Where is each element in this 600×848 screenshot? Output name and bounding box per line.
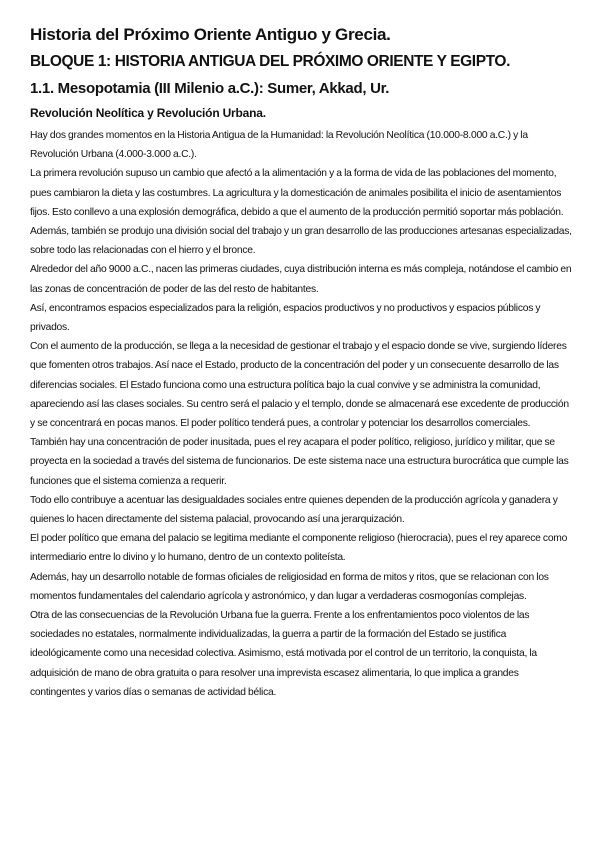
document-page xyxy=(30,24,575,702)
block-title: BLOQUE 1: HISTORIA ANTIGUA DEL PRÓXIMO ORIENTE Y EGIPTO. xyxy=(30,53,510,70)
paragraph: Todo ello contribuye a acentuar las desigualdades sociales entre quienes dependen de la producción agrícola y ganadera y quienes lo hacen directamente del sistema palacial, provocando así una jerarquización. xyxy=(30,494,558,526)
paragraph: Con el aumento de la producción, se llega a la necesidad de gestionar el trabajo y el espacio donde se vive, surgiendo líderes que fomenten otros trabajos. Así nace el Estado, producto de la concentración del poder y un consecuente desarrollo de las diferencias sociales. El Estado funciona como una estructura política bajo la cual convive y se administra la comunidad, apareciendo así las clases sociales. Su centro será el palacio y el templo, donde se almacenará ese excedente de producción y se concentrará en pocas manos. El poder político tenderá pues, a controlar y potenciar los desarrollos comerciales. xyxy=(30,341,569,430)
section-title: 1.1. Mesopotamia (III Milenio a.C.): Sumer, Akkad, Ur. xyxy=(30,80,390,97)
paragraph: Así, encontramos espacios especializados para la religión, espacios productivos y no productivos y espacios públicos y privados. xyxy=(30,302,541,334)
paragraph: Además, hay un desarrollo notable de formas oficiales de religiosidad en forma de mitos y ritos, que se relacionan con los momentos fundamentales del calendario agrícola y astronómico, y dan lugar a verdaderas cosmogonías complejas. xyxy=(30,571,549,602)
paragraph: Hay dos grandes momentos en la Historia Antigua de la Humanidad: la Revolución Neolítica (10.000-8.000 a.C.) y la Revolución Urbana (4.000-3.000 a.C.). xyxy=(30,130,528,161)
paragraph: También hay una concentración de poder inusitada, pues el rey acapara el poder político, religioso, jurídico y militar, que se proyecta en la sociedad a través del sistema de funcionarios. De este sistema nace una estructura burocrática que cumple las funciones que el sistema comienza a requerir. xyxy=(30,437,569,487)
subsection-title: Revolución Neolítica y Revolución Urbana. xyxy=(30,106,266,120)
document-title: Historia del Próximo Oriente Antiguo y Grecia. xyxy=(30,25,391,44)
body-text xyxy=(30,126,575,702)
paragraph: La primera revolución supuso un cambio que afectó a la alimentación y a la forma de vida de las poblaciones del momento, pues cambiaron la dieta y las costumbres. La agricultura y la domesticación de animales posibilita el inicio de asentamientos fijos. Esto conllevo a una explosión demográfica, debido a que el aumento de la producción permitió soportar más población. Además, también se produjo una división social del trabajo y un gran desarrollo de las producciones artesanas especializadas, sobre todo las relacionadas con el hierro y el bronce. xyxy=(30,168,572,257)
paragraph: El poder político que emana del palacio se legitima mediante el componente religioso (hierocracia), pues el rey aparece como intermediario entre lo divino y lo humano, dentro de un contexto politeísta. xyxy=(30,533,568,564)
paragraph: Alrededor del año 9000 a.C., nacen las primeras ciudades, cuya distribución interna es más compleja, notándose el cambio en las zonas de concentración de poder de las del resto de habitantes. xyxy=(30,264,572,295)
paragraph: Otra de las consecuencias de la Revolución Urbana fue la guerra. Frente a los enfrentamientos poco violentos de las sociedades no estatales, normalmente individualizadas, la guerra a partir de la formación del Estado se justifica ideológicamente como una necesidad colectiva. Asimismo, está motivada por el control de un territorio, la conquista, la adquisición de mano de obra gratuita o para resolver una imprevista escasez alimentaria, lo que implica a grandes contingentes y varios días o semanas de actividad bélica. xyxy=(30,610,537,698)
